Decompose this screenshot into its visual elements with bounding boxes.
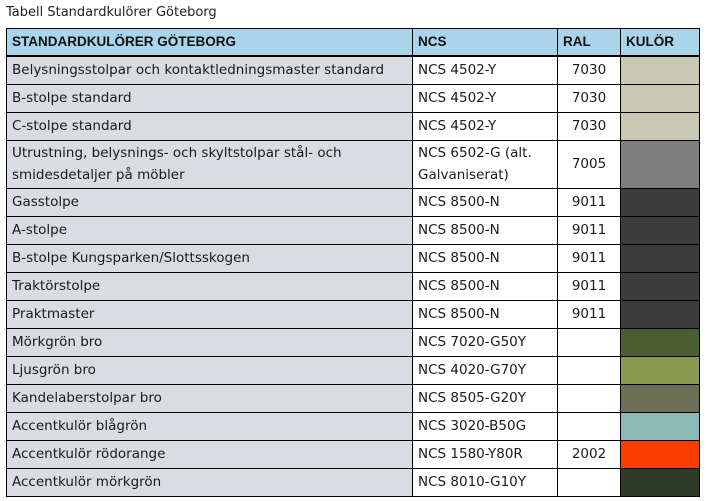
table-row <box>7 272 700 300</box>
row-ral-code: 9011 <box>558 272 621 300</box>
color-swatch <box>621 412 700 440</box>
row-ncs-code: NCS 8010-G10Y <box>413 468 558 496</box>
table-row <box>7 84 700 112</box>
row-description: Accentkulör rödorange <box>7 440 413 468</box>
row-ral-code: 9011 <box>558 216 621 244</box>
row-ral-code: 7005 <box>558 140 621 188</box>
row-ral-code <box>558 384 621 412</box>
row-ral-code <box>558 328 621 356</box>
row-ncs-code: NCS 8500-N <box>413 244 558 272</box>
row-description: B-stolpe standard <box>7 84 413 112</box>
color-swatch <box>621 84 700 112</box>
table-body <box>7 56 700 496</box>
row-description: Praktmaster <box>7 300 413 328</box>
color-swatch <box>621 328 700 356</box>
row-ral-code: 7030 <box>558 56 621 84</box>
table-caption: Tabell Standardkulörer Göteborg <box>6 5 217 20</box>
row-ncs-code: NCS 3020-B50G <box>413 412 558 440</box>
row-ncs-code: NCS 4502-Y <box>413 84 558 112</box>
table-row <box>7 112 700 140</box>
color-swatch <box>621 440 700 468</box>
row-ral-code: 2002 <box>558 440 621 468</box>
header-description: STANDARDKULÖRER GÖTEBORG <box>7 29 413 57</box>
row-ncs-code: NCS 4502-Y <box>413 56 558 84</box>
row-description: Accentkulör mörkgrön <box>7 468 413 496</box>
row-ncs-code: NCS 8500-N <box>413 188 558 216</box>
row-ral-code: 7030 <box>558 84 621 112</box>
row-description: Utrustning, belysnings- och skyltstolpar stål- och smidesdetaljer på möbler <box>7 140 413 188</box>
color-swatch <box>621 272 700 300</box>
table-row <box>7 384 700 412</box>
table-row <box>7 356 700 384</box>
header-ncs: NCS <box>413 29 558 57</box>
color-swatch <box>621 188 700 216</box>
table-row <box>7 468 700 496</box>
row-description: Belysningsstolpar och kontaktledningsmaster standard <box>7 56 413 84</box>
table-row <box>7 412 700 440</box>
color-swatch <box>621 244 700 272</box>
row-description: Mörkgrön bro <box>7 328 413 356</box>
color-swatch <box>621 56 700 84</box>
row-ncs-code: NCS 1580-Y80R <box>413 440 558 468</box>
row-ral-code <box>558 356 621 384</box>
row-ncs-code: NCS 4020-G70Y <box>413 356 558 384</box>
row-description: Gasstolpe <box>7 188 413 216</box>
row-description: Kandelaberstolpar bro <box>7 384 413 412</box>
header-row <box>7 29 700 57</box>
row-ral-code <box>558 412 621 440</box>
color-swatch <box>621 112 700 140</box>
table-row <box>7 300 700 328</box>
row-description: B-stolpe Kungsparken/Slottsskogen <box>7 244 413 272</box>
header-color: KULÖR <box>621 29 700 57</box>
table-row <box>7 188 700 216</box>
row-description: A-stolpe <box>7 216 413 244</box>
row-ral-code: 9011 <box>558 188 621 216</box>
color-swatch <box>621 300 700 328</box>
row-ncs-code: NCS 7020-G50Y <box>413 328 558 356</box>
row-ral-code: 7030 <box>558 112 621 140</box>
row-ral-code: 9011 <box>558 244 621 272</box>
table-row <box>7 140 700 188</box>
table-row <box>7 244 700 272</box>
color-swatch <box>621 468 700 496</box>
row-ncs-code: NCS 8500-N <box>413 300 558 328</box>
row-description: C-stolpe standard <box>7 112 413 140</box>
row-description: Traktörstolpe <box>7 272 413 300</box>
row-ncs-code: NCS 8500-N <box>413 216 558 244</box>
table-row <box>7 216 700 244</box>
row-description: Ljusgrön bro <box>7 356 413 384</box>
table-row <box>7 56 700 84</box>
table-row <box>7 440 700 468</box>
color-swatch <box>621 140 700 188</box>
row-ncs-code: NCS 4502-Y <box>413 112 558 140</box>
color-swatch <box>621 356 700 384</box>
row-ncs-code: NCS 8500-N <box>413 272 558 300</box>
header-ral: RAL <box>558 29 621 57</box>
row-ncs-code: NCS 6502-G (alt. Galvaniserat) <box>413 140 558 188</box>
standard-colors-table <box>6 28 700 497</box>
color-swatch <box>621 216 700 244</box>
row-ral-code: 9011 <box>558 300 621 328</box>
color-swatch <box>621 384 700 412</box>
row-ncs-code: NCS 8505-G20Y <box>413 384 558 412</box>
row-ral-code <box>558 468 621 496</box>
table-row <box>7 328 700 356</box>
row-description: Accentkulör blågrön <box>7 412 413 440</box>
